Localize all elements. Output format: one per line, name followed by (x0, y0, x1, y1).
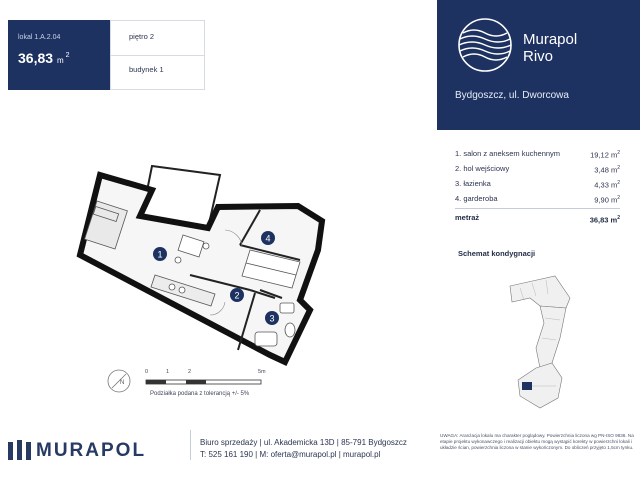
disclaimer-note: UWAGA: Aranżacja lokalu ma charakter poglądowy. Powierzchnia liczona wg PN-ISO 9836. Na etapie projektu wykonawczego i realizacji obiektu mogą wystąpić korekty w powierzchni lokali i układzie ścian, powierzchnia liczona w stanie wykończonym. Do obliczeń przyjęto 1,5cm tynku. (440, 433, 634, 450)
contact-info: T: 525 161 190 | M: oferta@murapol.pl | murapol.pl (200, 450, 381, 459)
unit-info-grid (110, 20, 205, 90)
divider (190, 430, 191, 460)
unit-label: lokal 1.A.2.04 (18, 34, 61, 41)
murapol-logo-icon (8, 440, 32, 460)
divider (111, 55, 204, 56)
scale-tick: 2 (188, 369, 192, 375)
building-label: budynek 1 (129, 65, 164, 74)
compass-label: N (120, 380, 125, 386)
room-row: 4. garderoba 9,90 $m^2$ (455, 194, 620, 205)
room-marker-2-text: 2 (234, 290, 240, 301)
room-marker-3-text: 3 (269, 313, 275, 324)
room-row: 1. salon z aneksem kuchennym 19,12 $m^2$ (455, 149, 620, 160)
room-total-row: metraż 36,83 $m^2$ (455, 213, 620, 225)
scale-note: Podziałka podana z tolerancją +/- 5% (150, 391, 250, 397)
unit-summary (8, 20, 110, 90)
scale-tick: 0 (145, 369, 149, 375)
floor-label: piętro 2 (129, 32, 155, 41)
divider (455, 208, 620, 209)
room-row: 2. hol wejściowy 3,48 $m^2$ (455, 164, 620, 175)
building-schema (500, 268, 600, 418)
sales-office-address: Biuro sprzedaży | ul. Akademicka 13D | 85-791 Bydgoszcz (200, 438, 407, 447)
unit-highlight (522, 382, 532, 390)
brand-panel (437, 0, 640, 130)
floor-plan (60, 150, 340, 370)
room-marker-1-text: 1 (157, 249, 163, 260)
scale-bar (145, 378, 265, 388)
murapol-rivo-logo-icon (457, 17, 513, 73)
scale-tick: 5m (258, 369, 266, 375)
scale-tick: 1 (166, 369, 170, 375)
murapol-logo-text: MURAPOL (36, 440, 147, 461)
project-address: Bydgoszcz, ul. Dworcowa (455, 90, 569, 101)
room-list (455, 146, 620, 225)
schema-title: Schemat kondygnacji (458, 249, 536, 258)
room-marker-4-text: 4 (265, 233, 271, 244)
compass-icon (104, 366, 134, 396)
room-row: 3. łazienka 4,33 $m^2$ (455, 179, 620, 190)
unit-area: 36,83 $m^2$ (18, 50, 70, 66)
project-name: Murapol Rivo (523, 31, 578, 65)
